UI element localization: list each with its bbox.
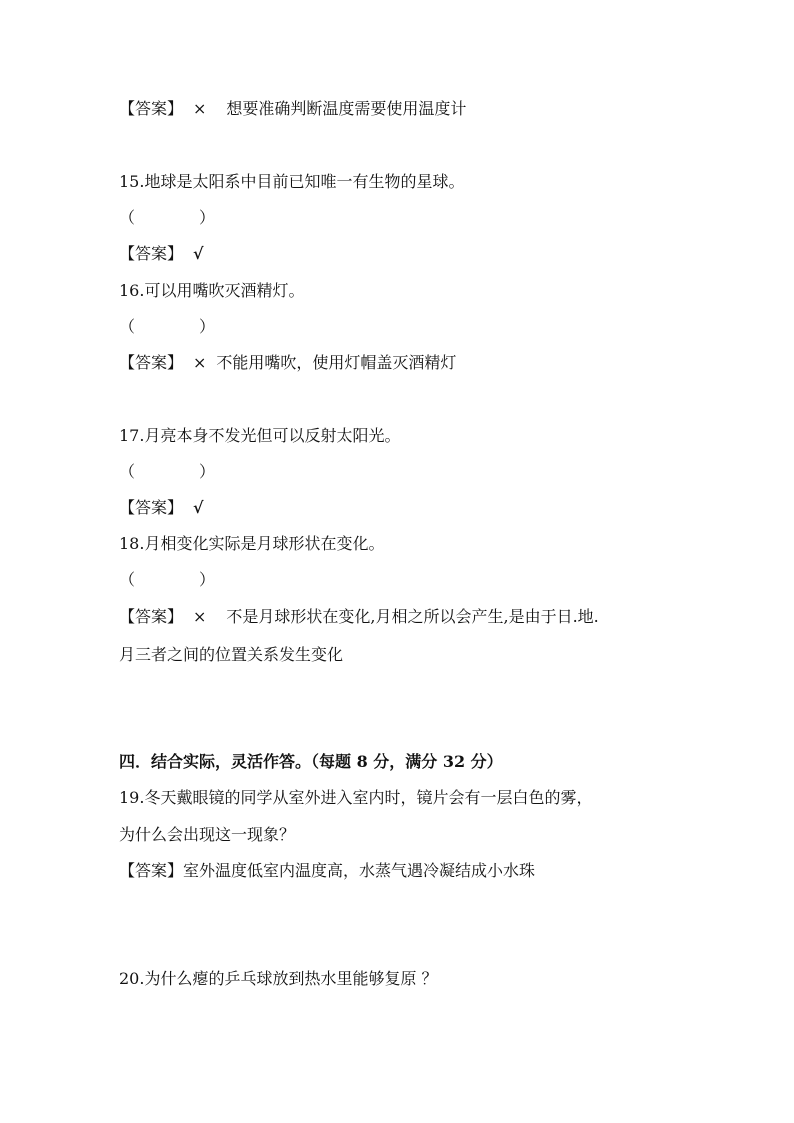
answer-label: 【答案】 — [119, 99, 184, 118]
answer-label: 【答案】 — [119, 353, 184, 372]
answer-mark: × — [193, 607, 207, 626]
question-19-line2: 为什么会出现这一现象？ — [119, 825, 296, 844]
question-16: 16.可以用嘴吹灭酒精灯。 — [119, 281, 305, 300]
answer-mark: × — [193, 353, 207, 372]
answer-text: 不是月球形状在变化,月相之所以会产生,是由于日.地. — [226, 607, 599, 626]
answer-label: 【答案】 — [119, 607, 184, 626]
question-18: 18.月相变化实际是月球形状在变化。 — [119, 534, 385, 553]
answer-blank-17: （ ） — [119, 462, 216, 481]
question-19-line1: 19.冬天戴眼镜的同学从室外进入室内时，镜片会有一层白色的雾， — [119, 788, 593, 807]
answer-blank-16: （ ） — [119, 317, 216, 336]
answer-16 — [119, 352, 456, 374]
answer-19 — [119, 860, 535, 882]
answer-18-continued: 月三者之间的位置关系发生变化 — [119, 645, 344, 664]
answer-15 — [119, 243, 204, 265]
answer-label: 【答案】 — [119, 498, 184, 517]
answer-mark: × — [193, 99, 207, 118]
question-17: 17.月亮本身不发光但可以反射太阳光。 — [119, 426, 401, 445]
answer-text: 不能用嘴吹，使用灯帽盖灭酒精灯 — [216, 353, 457, 372]
answer-blank-18: （ ） — [119, 570, 216, 589]
answer-label: 【答案】 — [119, 861, 184, 880]
answer-mark: √ — [193, 498, 204, 517]
answer-blank-15: （ ） — [119, 208, 216, 227]
answer-text: 想要准确判断温度需要使用温度计 — [226, 99, 467, 118]
answer-17 — [119, 497, 204, 519]
answer-label: 【答案】 — [119, 244, 184, 263]
question-20: 20.为什么瘪的乒乓球放到热水里能够复原 ？ — [119, 969, 438, 988]
answer-mark: √ — [193, 244, 204, 263]
section-heading: 四．结合实际，灵活作答。（每题 8 分，满分 32 分） — [119, 752, 503, 771]
answer-14 — [119, 98, 466, 120]
question-15: 15.地球是太阳系中目前已知唯一有生物的星球。 — [119, 172, 465, 191]
answer-text: 室外温度低室内温度高，水蒸气遇冷凝结成小水珠 — [183, 861, 536, 880]
answer-18 — [119, 606, 599, 628]
